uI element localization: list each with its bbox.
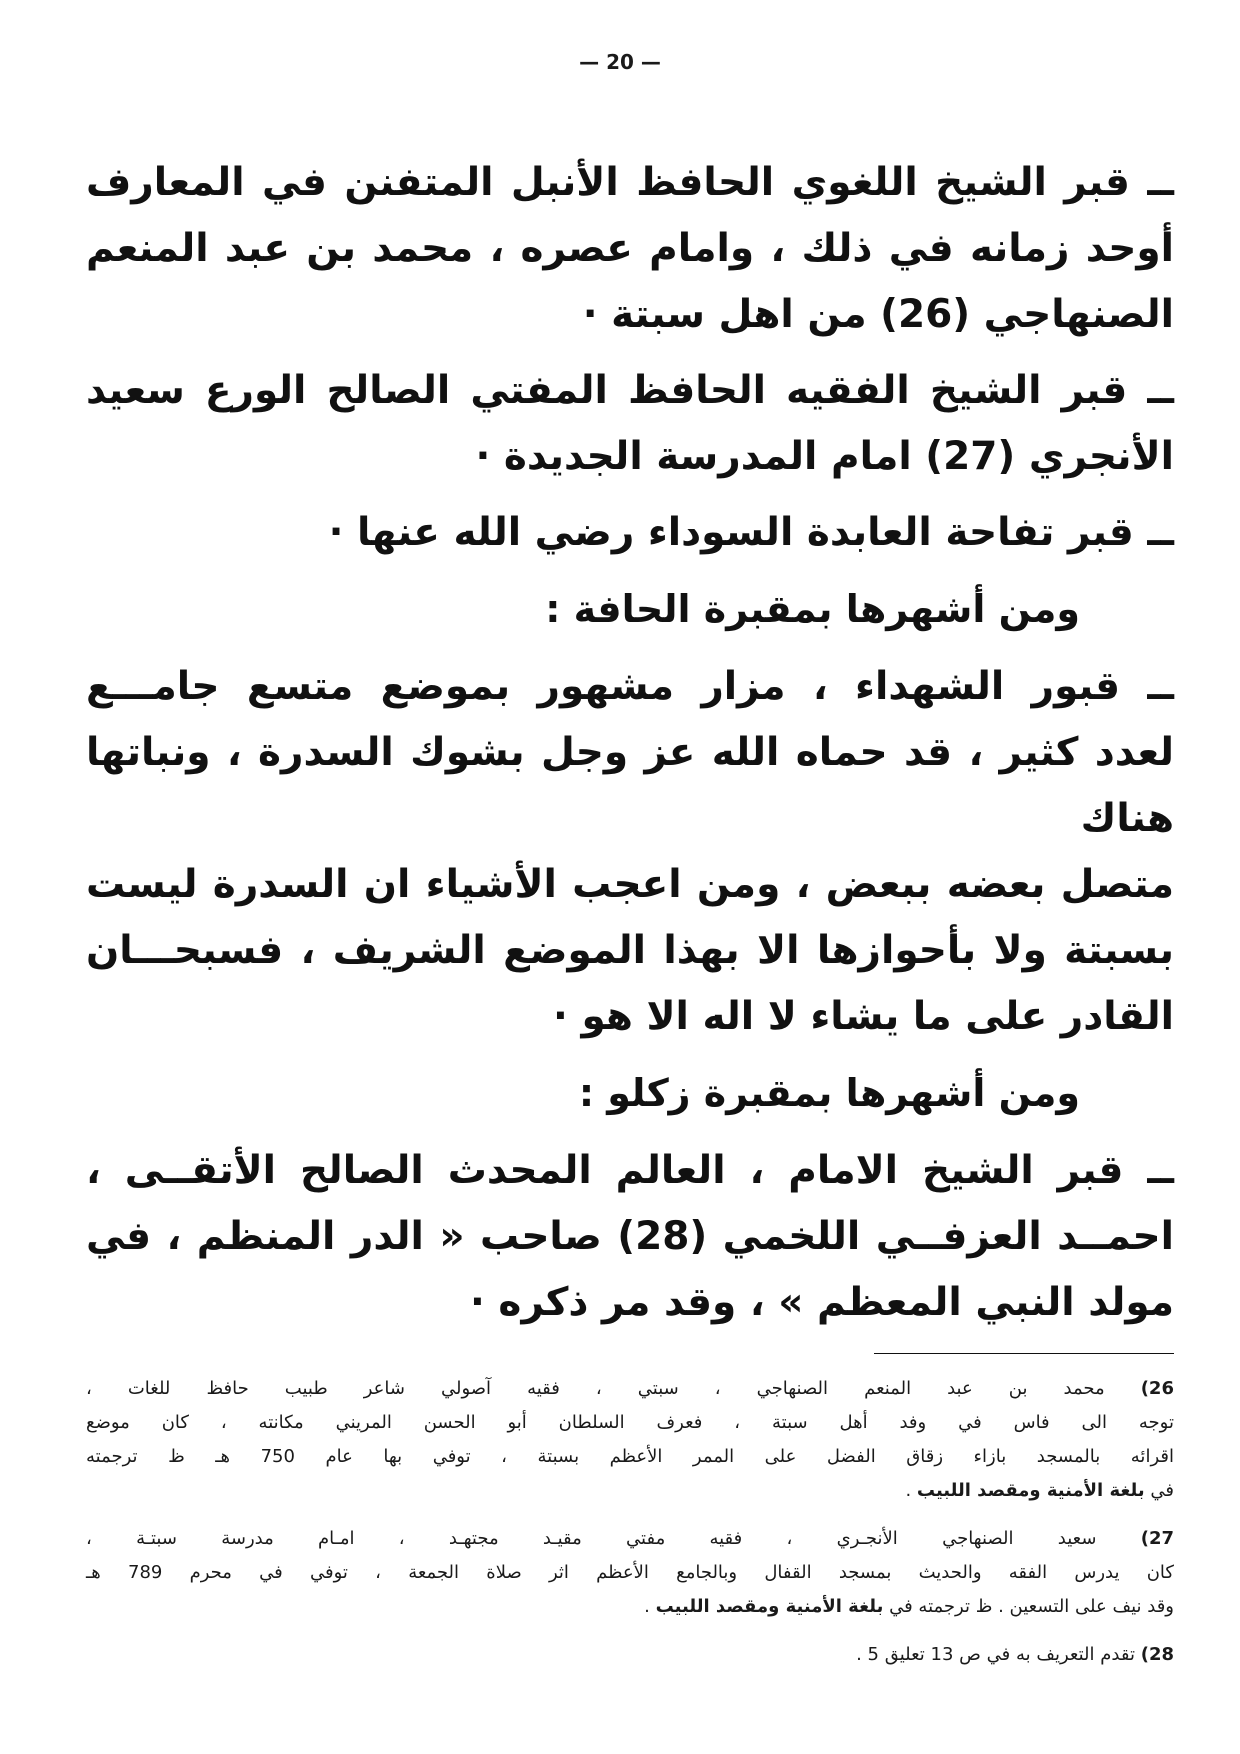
footnote-text: تقدم التعريف به في ص 13 تعليق 5 . (856, 1644, 1135, 1665)
text-line: القادر على ما يشاء لا اله الا هو · (553, 994, 1174, 1039)
footnote-text: في (1144, 1480, 1174, 1501)
footnote-text: وقد نيف على التسعين . ظ ترجمته في (883, 1596, 1174, 1617)
footnote-line: توجه الى فاس في وفد أهل سبتة ، فعرف السلطان أبو الحسن المريني مكانته ، كان موضع (86, 1412, 1174, 1433)
text-line: بسبتة ولا بأحوازها الا بهذا الموضع الشريف ، فسبحـــان (86, 928, 1174, 973)
text-line: مولد النبي المعظم » ، وقد مر ذكره · (470, 1280, 1174, 1325)
footnote-text: . (644, 1596, 656, 1617)
paragraph-tombs-martyrs (86, 654, 1174, 1050)
text-line: ــ قبر تفاحة العابدة السوداء رضي الله عنها · (328, 510, 1174, 555)
text-line: احمــد العزفــي اللخمي (28) صاحب « الدر المنظم ، في (86, 1214, 1174, 1259)
text-line: أوحد زمانه في ذلك ، وامام عصره ، محمد بن عبد المنعم (86, 226, 1174, 271)
footnote-number: 27) (1140, 1528, 1175, 1549)
footnote-text: محمد بن عبد المنعم الصنهاجي ، سبتي ، فقيه آصولي شاعر طبيب حافظ للغات ، (86, 1378, 1105, 1399)
footnotes (86, 1372, 1174, 1686)
footnote-line (86, 1372, 1174, 1406)
main-text (86, 150, 1174, 1346)
paragraph-tomb-alazafi (86, 1138, 1174, 1336)
text-line: الأنجري (27) امام المدرسة الجديدة · (475, 434, 1174, 479)
paragraph-tomb-ibn-abd-almunim (86, 150, 1174, 348)
heading-maqbarat-zaklu: ومن أشهرها بمقبرة زكلو : (578, 1071, 1080, 1115)
page-number: — 20 — (579, 50, 661, 74)
footnote-line (86, 1522, 1174, 1556)
text-line: متصل بعضه ببعض ، ومن اعجب الأشياء ان السدرة ليست (86, 862, 1174, 907)
footnote-26 (86, 1372, 1174, 1508)
paragraph-tomb-said-alanjari (86, 358, 1174, 490)
text-line: ــ قبر الشيخ الامام ، العالم المحدث الصالح الأتقــى ، (86, 1148, 1174, 1193)
footnote-text: . (905, 1480, 917, 1501)
footnote-line (86, 1474, 1174, 1508)
paragraph-tomb-tuffaha (86, 500, 1174, 566)
footnote-line (86, 1638, 1174, 1672)
book-title: بلغة الأمنية ومقصد اللبيب (916, 1480, 1145, 1501)
footnote-line: كان يدرس الفقه والحديث بمسجد القفال وبالجامع الأعظم اثر صلاة الجمعة ، توفي في محرم 789 هـ (86, 1562, 1174, 1583)
footnote-number: 28) (1140, 1644, 1174, 1665)
footnote-number: 26) (1140, 1378, 1174, 1399)
footnote-28 (86, 1638, 1174, 1672)
text-line: الصنهاجي (26) من اهل سبتة · (582, 292, 1174, 337)
text-line: ــ قبر الشيخ الفقيه الحافظ المفتي الصالح الورع سعيد (86, 368, 1174, 413)
text-line: ــ قبور الشهداء ، مزار مشهور بموضع متسع جامـــع (86, 664, 1174, 709)
footnote-text: سعيد الصنهاجي الأنجـري ، فقيه مفتي مقيـد مجتهـد ، امـام مدرسة سبتـة ، (86, 1528, 1097, 1549)
heading-maqbarat-alhafa: ومن أشهرها بمقبرة الحافة : (545, 587, 1080, 631)
footnote-line (86, 1590, 1174, 1624)
text-line: ــ قبر الشيخ اللغوي الحافظ الأنبل المتفنن في المعارف (86, 160, 1174, 205)
footnote-line: اقرائه بالمسجد بازاء زقاق الفضل على الممر الأعظم بسبتة ، توفي بها عام 750 هـ ظ ترجمته (86, 1446, 1174, 1467)
text-line: لعدد كثير ، قد حماه الله عز وجل بشوك السدرة ، ونباتها هناك (86, 730, 1174, 841)
footnote-27 (86, 1522, 1174, 1624)
footnote-divider (874, 1353, 1174, 1354)
book-title: بلغة الأمنية ومقصد اللبيب (655, 1596, 884, 1617)
